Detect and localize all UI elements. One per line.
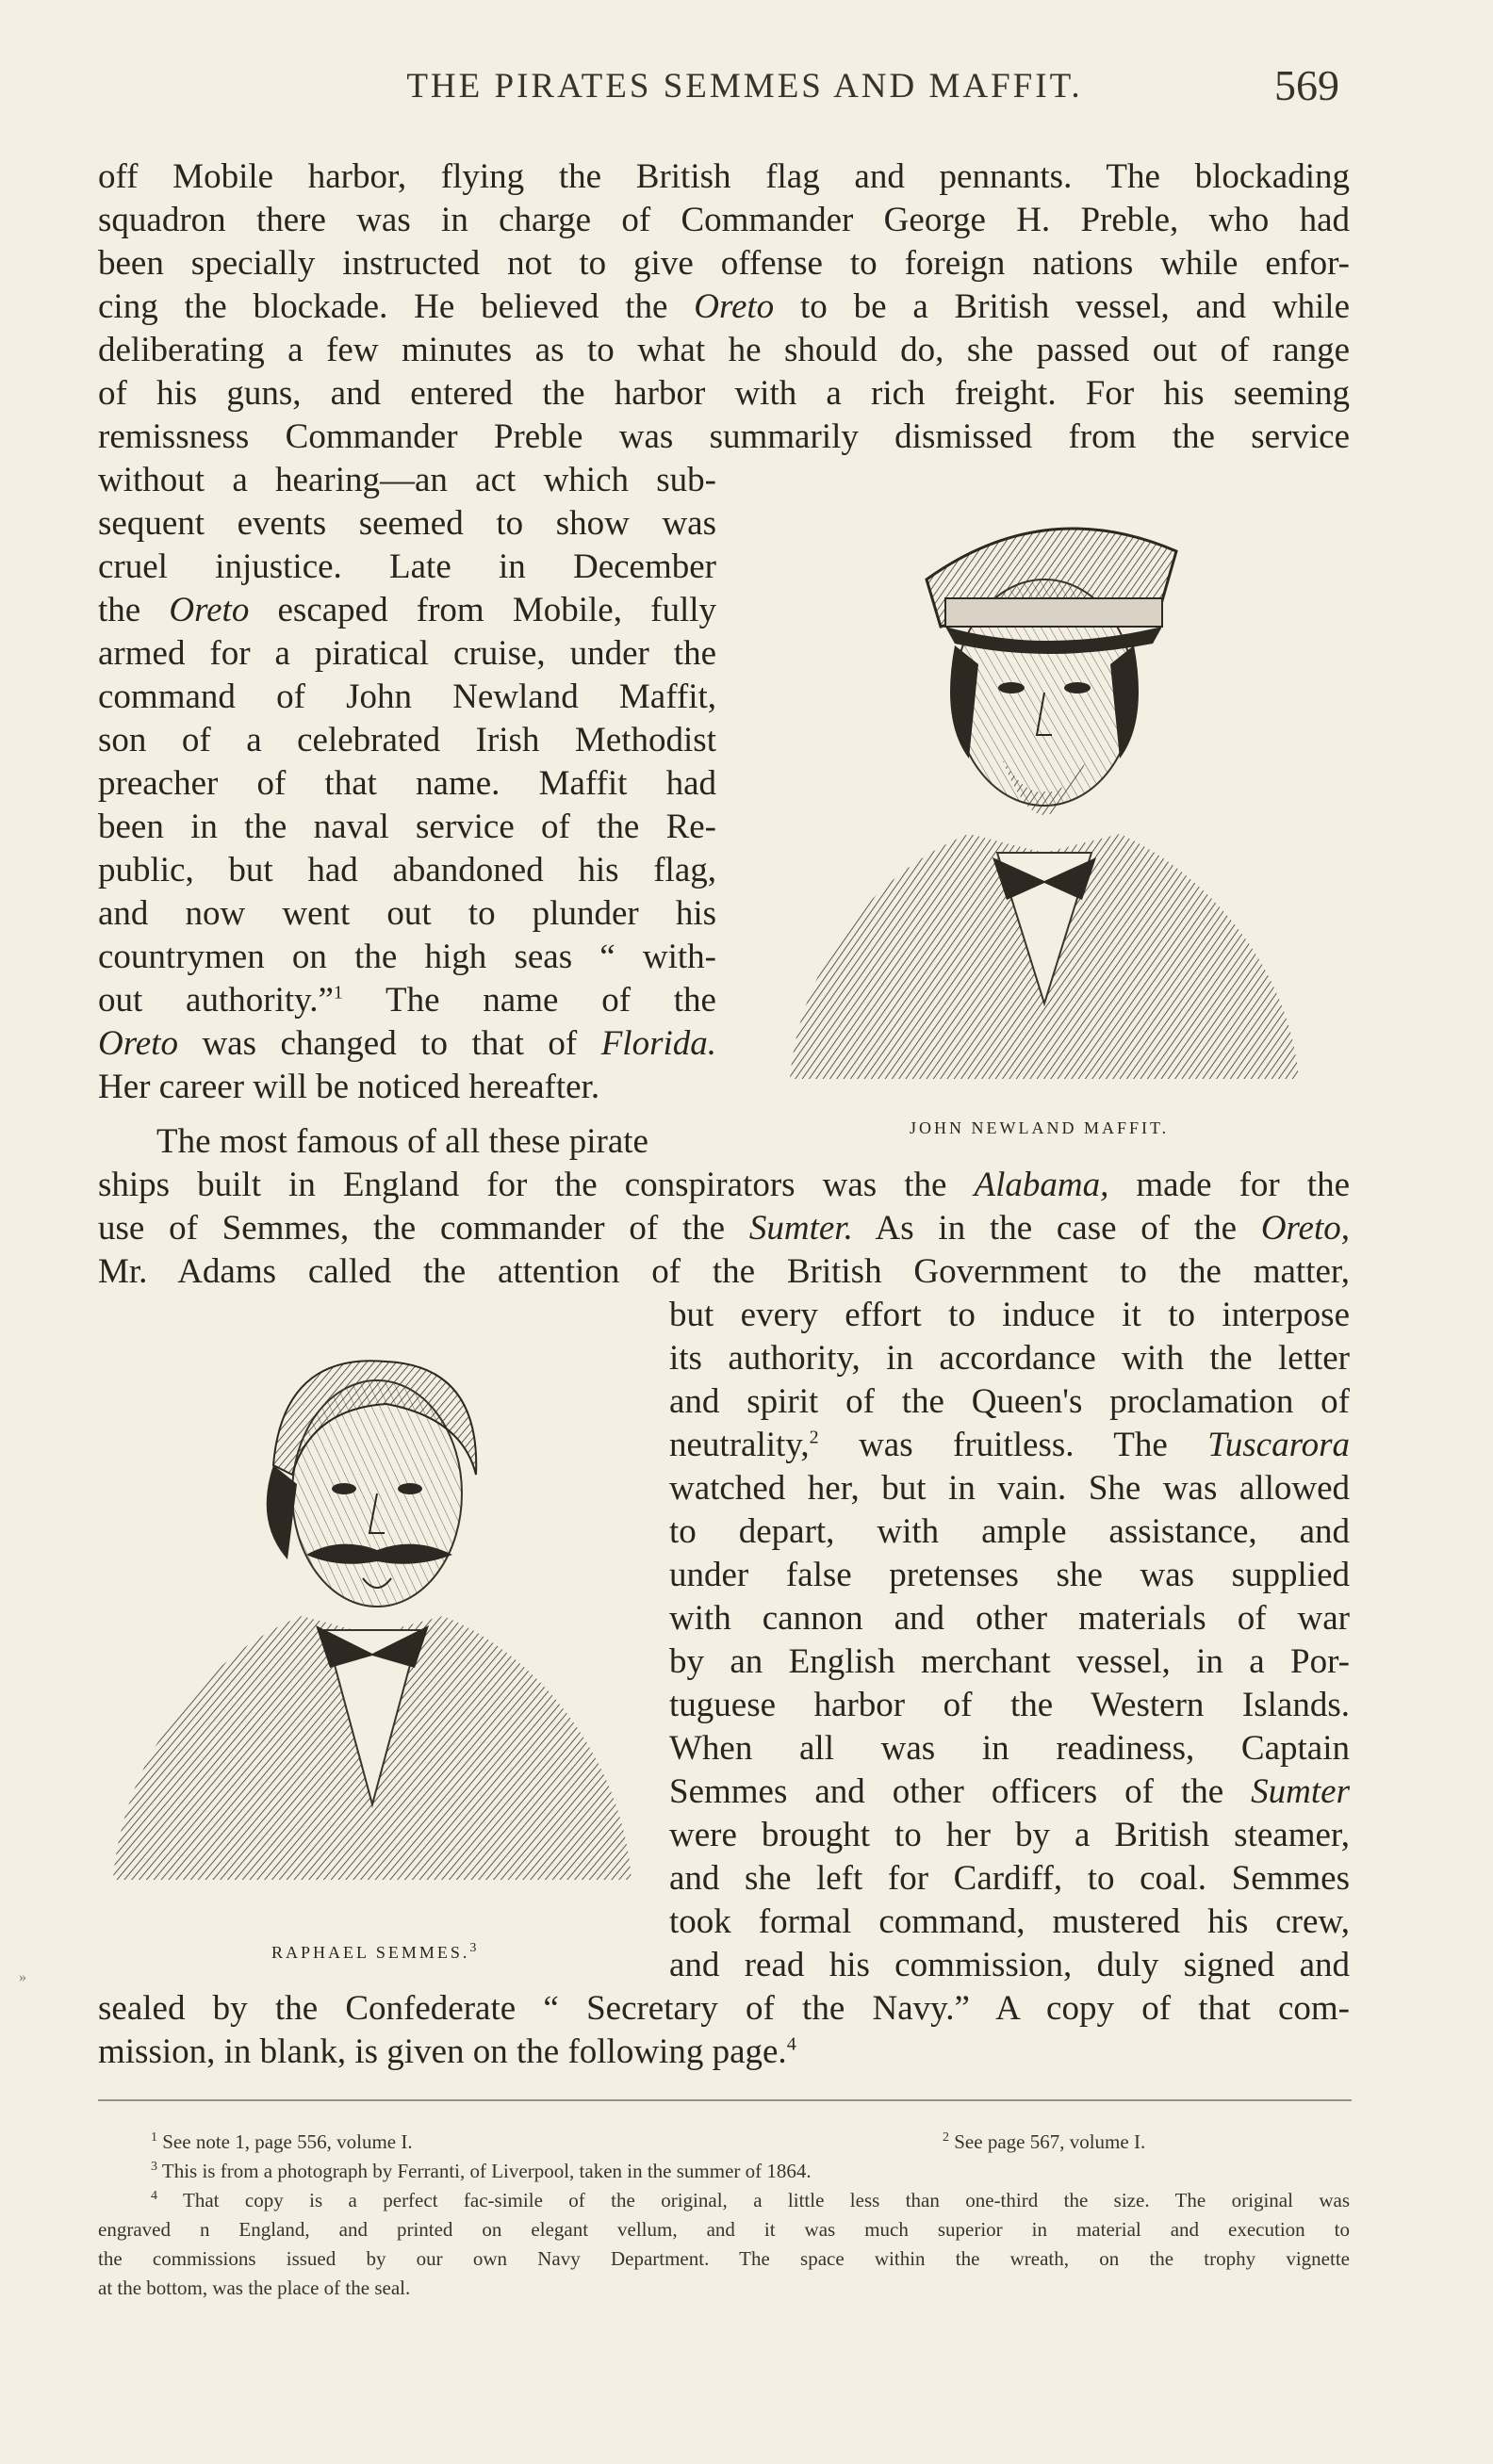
text-line: watched her, but in vain. She was allowed	[669, 1469, 1350, 1508]
text-line: and she left for Cardiff, to coal. Semmes	[669, 1859, 1350, 1898]
text-line: tuguese harbor of the Western Islands.	[669, 1686, 1350, 1724]
text-run: the	[98, 591, 141, 629]
footnote-ref[interactable]: 2	[809, 1427, 819, 1448]
text-run: was changed to that of	[202, 1024, 578, 1063]
footnote-divider	[98, 2099, 1352, 2101]
text-line	[98, 2031, 796, 2074]
ship-name: Tuscarora	[1207, 1426, 1351, 1464]
text-line: but every effort to induce it to interpose	[669, 1296, 1350, 1334]
text-line	[98, 979, 716, 1022]
text-line: with cannon and other materials of war	[669, 1599, 1350, 1638]
text-line: off Mobile harbor, flying the British flag and pennants. The blockading	[98, 157, 1350, 196]
text-line	[98, 1207, 1350, 1250]
footnote-mark: 1	[151, 2130, 157, 2145]
ship-name: Alabama,	[974, 1166, 1109, 1204]
text-line: The most famous of all these pirate	[156, 1122, 648, 1161]
portrait-semmes-image	[104, 1314, 641, 1908]
text-line: squadron there was in charge of Commander George H. Preble, who had	[98, 201, 1350, 239]
text-run: ships built in England for the conspirators was the	[98, 1166, 947, 1204]
text-line	[98, 1022, 716, 1066]
text-line: of his guns, and entered the harbor with a rich freight. For his seeming	[98, 374, 1350, 413]
footnote-mark: 3	[151, 2160, 157, 2174]
text-line: and now went out to plunder his	[98, 894, 716, 933]
text-run: The name of the	[342, 981, 716, 1020]
text-run: Semmes and other officers of the	[669, 1772, 1224, 1811]
text-line: deliberating a few minutes as to what he should do, she passed out of range	[98, 331, 1350, 369]
text-run: escaped from Mobile, fully	[277, 591, 717, 629]
ship-name: Oreto	[694, 287, 775, 326]
text-line: under false pretenses she was supplied	[669, 1556, 1350, 1594]
text-run: use of Semmes, the commander of the	[98, 1209, 726, 1248]
text-line: its authority, in accordance with the letter	[669, 1339, 1350, 1378]
text-line: to depart, with ample assistance, and	[669, 1512, 1350, 1551]
footnote-ref[interactable]: 4	[786, 2033, 796, 2055]
footnote-1	[151, 2128, 413, 2156]
portrait-maffit-image	[762, 476, 1314, 1098]
page-number: 569	[1274, 61, 1339, 109]
footnote-mark: 4	[151, 2189, 157, 2203]
text-run: As in the case of the	[875, 1209, 1238, 1248]
text-run: made for the	[1136, 1166, 1350, 1204]
caption-text: RAPHAEL SEMMES.	[271, 1943, 470, 1962]
ship-name: Oreto,	[1260, 1209, 1351, 1248]
text-line	[669, 1770, 1350, 1814]
text-line: preacher of that name. Maffit had	[98, 764, 716, 803]
text-run: mission, in blank, is given on the following page.	[98, 2032, 787, 2071]
ship-name: Sumter.	[748, 1209, 853, 1248]
text-run: was fruitless. The	[818, 1426, 1168, 1464]
text-line: without a hearing—an act which sub-	[98, 461, 716, 499]
text-line: public, but had abandoned his flag,	[98, 851, 716, 889]
footnote-text: This is from a photograph by Ferranti, of Liverpool, taken in the summer of 1864.	[161, 2160, 812, 2182]
ship-name: Florida.	[600, 1024, 717, 1063]
text-line: took formal command, mustered his crew,	[669, 1902, 1350, 1941]
text-run: neutrality,	[669, 1426, 810, 1464]
text-line: been in the naval service of the Re-	[98, 808, 716, 846]
text-line: armed for a piratical cruise, under the	[98, 634, 716, 673]
header-title: THE PIRATES SEMMES AND MAFFIT.	[406, 67, 1083, 106]
footnote-text: That copy is a perfect fac-simile of the original, a little less than one-third the size. The original was	[183, 2189, 1350, 2211]
text-line: sealed by the Confederate “ Secretary of the Navy.” A copy of that com-	[98, 1989, 1350, 2028]
footnote-4-line	[151, 2186, 1350, 2214]
stray-mark: »	[19, 1969, 26, 1985]
text-line	[98, 1164, 1350, 1207]
footnote-2	[943, 2128, 1145, 2156]
text-line	[669, 1424, 1350, 1467]
text-line: cruel injustice. Late in December	[98, 547, 716, 586]
text-line: command of John Newland Maffit,	[98, 677, 716, 716]
footnote-4-line: at the bottom, was the place of the seal.	[98, 2276, 411, 2299]
text-line: sequent events seemed to show was	[98, 504, 716, 543]
ship-name: Oreto	[98, 1024, 178, 1063]
text-line: Her career will be noticed hereafter.	[98, 1068, 600, 1106]
ship-name: Sumter	[1251, 1772, 1350, 1811]
text-line	[98, 286, 1350, 329]
portrait-semmes-caption	[271, 1943, 479, 1963]
ship-name: Oreto	[169, 591, 250, 629]
text-run: to be a British vessel, and while	[800, 287, 1351, 326]
text-line: and read his commission, duly signed and	[669, 1946, 1350, 1984]
portrait-maffit-caption: JOHN NEWLAND MAFFIT.	[910, 1118, 1170, 1137]
text-line: were brought to her by a British steamer,	[669, 1816, 1350, 1854]
footnote-mark: 2	[943, 2130, 949, 2145]
text-line: Mr. Adams called the attention of the British Government to the matter,	[98, 1252, 1350, 1291]
footnote-ref[interactable]: 3	[469, 1941, 480, 1955]
text-line: When all was in readiness, Captain	[669, 1729, 1350, 1768]
footnote-4-line: engraved n England, and printed on elegant vellum, and it was much superior in material and execution to	[98, 2218, 1350, 2241]
text-line: been specially instructed not to give offense to foreign nations while enfor-	[98, 244, 1350, 283]
text-run: cing the blockade. He believed the	[98, 287, 668, 326]
text-line: countrymen on the high seas “ with-	[98, 938, 716, 976]
text-line	[98, 589, 716, 632]
footnote-4-line: the commissions issued by our own Navy Department. The space within the wreath, on the trophy vignette	[98, 2247, 1350, 2270]
footnote-text: See page 567, volume I.	[954, 2130, 1146, 2153]
text-run: out authority.”	[98, 981, 334, 1020]
footnote-3	[151, 2157, 812, 2185]
text-line: by an English merchant vessel, in a Por-	[669, 1642, 1350, 1681]
text-line: and spirit of the Queen's proclamation of	[669, 1382, 1350, 1421]
footnote-ref[interactable]: 1	[333, 982, 343, 1004]
text-line: remissness Commander Preble was summarily dismissed from the service	[98, 417, 1350, 456]
text-line: son of a celebrated Irish Methodist	[98, 721, 716, 759]
footnote-text: See note 1, page 556, volume I.	[162, 2130, 413, 2153]
